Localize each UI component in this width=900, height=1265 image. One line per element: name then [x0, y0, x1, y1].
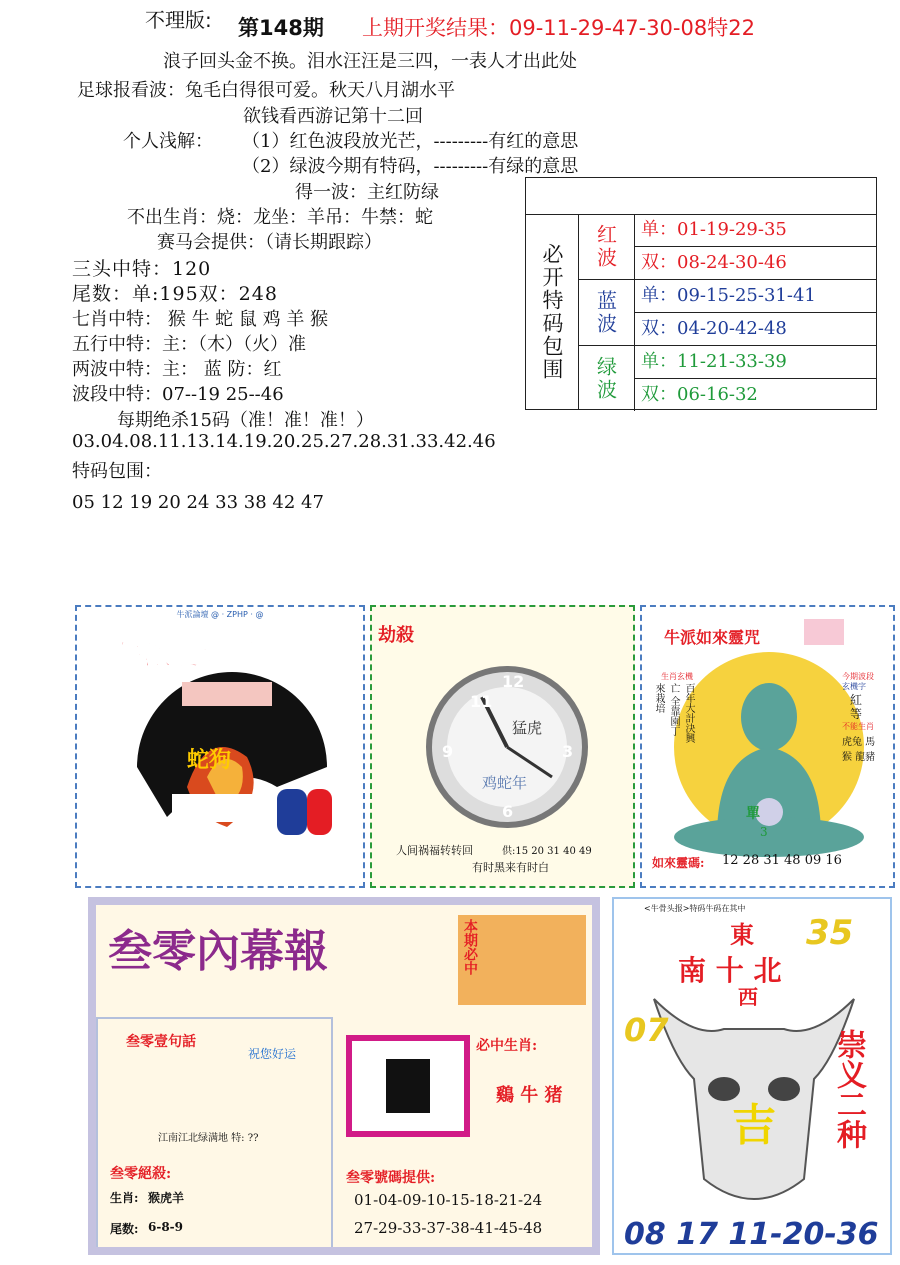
- east-char: 東: [730, 920, 754, 949]
- clock-text: 鸡蛇年: [482, 774, 528, 792]
- panel-header: <牛骨头报>特码牛码在其中: [644, 904, 746, 913]
- wave-single: 单：09-15-25-31-41: [635, 280, 876, 313]
- clock-caption-1: 人间祸福转转回: [396, 844, 473, 857]
- right-box-note: 不能生肖: [842, 722, 874, 731]
- must-label: 必中生肖:: [476, 1038, 538, 1054]
- right-vertical-text: 崇义二种: [831, 1029, 866, 1149]
- picture: [386, 1059, 430, 1113]
- wave-name: 蓝波: [578, 280, 635, 345]
- personal-line-1: （1）红色波段放光芒，---------有红的意思: [242, 131, 579, 152]
- left-box-text: 百年大計決興亡 全靠園丁來栽培: [653, 683, 694, 743]
- yin-yang-graphic: [127, 667, 357, 857]
- number-35: 35: [806, 913, 854, 953]
- kill-numbers: 03.04.08.11.13.14.19.20.25.27.28.31.33.42.46: [72, 431, 496, 452]
- two-wave: 两波中特：主： 蓝 防：红: [72, 359, 282, 380]
- west-char: 西: [738, 985, 758, 1009]
- provider-label: 叁零號碼提供:: [346, 1170, 436, 1186]
- wave-row-red: [578, 214, 876, 280]
- tail-value: 6-8-9: [148, 1220, 184, 1234]
- tail-label: 尾数:: [110, 1222, 139, 1236]
- number-07: 07: [624, 1011, 669, 1049]
- wave-single: 单：01-19-29-35: [635, 214, 876, 247]
- tail-numbers: 尾数：单:195双：248: [72, 283, 278, 305]
- picture-frame: [346, 1035, 470, 1137]
- panel-buddha: [640, 605, 895, 888]
- panel-inside-news: [88, 897, 600, 1255]
- personal-label: 个人浅解：: [123, 131, 213, 152]
- wave-single: 单：11-21-33-39: [635, 346, 876, 379]
- right-box-char: 紅: [850, 693, 863, 707]
- killer-label: 叁零絕殺:: [110, 1166, 172, 1182]
- three-head: 三头中特：120: [72, 258, 212, 280]
- seven-zodiac: 七肖中特： 猴 牛 蛇 鼠 鸡 羊 猴: [72, 309, 329, 330]
- clock-center: 猛虎: [512, 719, 543, 737]
- wave-table-side: 必开特码包围: [526, 214, 579, 409]
- panel-clock: [370, 605, 635, 888]
- panel-double-burn: [75, 605, 365, 888]
- wave-table-header: [526, 178, 876, 215]
- svg-text:11: 11: [470, 692, 493, 711]
- wave-double: 双：04-20-42-48: [641, 318, 787, 339]
- bottom-label: 如來靈碼:: [652, 856, 705, 870]
- side-label: 本期必中: [462, 919, 478, 975]
- version-label: 不理版:: [145, 8, 212, 32]
- right-box-title: 今期波段: [842, 672, 874, 681]
- zodiac-value: 猴虎羊: [148, 1191, 185, 1205]
- personal-line-2: （2）绿波今期有特码，---------有绿的意思: [242, 156, 579, 177]
- wave-row-green: [578, 346, 876, 411]
- panel-chars: 蛇狗: [187, 748, 232, 773]
- five-elements: 五行中特：主：（木）（火）准: [72, 334, 306, 355]
- bottom-numbers: 08 17 11-20-36: [624, 1217, 879, 1252]
- svg-text:12: 12: [502, 672, 525, 691]
- right-box-animals: 虎兔 馬猴 龍豬: [842, 737, 876, 763]
- right-box-char-2: 等: [850, 707, 863, 721]
- panel-title: 牛派雙燒圖: [115, 638, 256, 671]
- wave-name: 绿波: [578, 346, 635, 411]
- left-box-title: 生肖玄機: [658, 671, 696, 682]
- poem-line: 浪子回头金不换。泪水汪汪是三四，一表人才出此处: [163, 51, 577, 72]
- clock-nums: 供:15 20 31 40 49: [502, 846, 592, 857]
- center-char: 吉: [732, 1100, 776, 1151]
- wave-name: 红波: [578, 214, 635, 279]
- svg-text:3: 3: [562, 742, 574, 761]
- svg-text:6: 6: [502, 802, 514, 821]
- wave-row-blue: [578, 280, 876, 346]
- greeting: 祝您好运: [248, 1047, 297, 1061]
- must-zodiac: 鷄 牛 猪: [496, 1085, 563, 1106]
- issue-number: 第148期: [238, 16, 324, 40]
- provider-nums-1: 01-04-09-10-15-18-21-24: [354, 1191, 543, 1209]
- panel-bull-skull: [612, 897, 892, 1255]
- zodiac-label: 生肖:: [110, 1191, 139, 1205]
- cross-chars: 南 十 北: [678, 954, 782, 987]
- clock-caption-2: 有时黑来有时白: [472, 861, 549, 874]
- panel-title: 劫殺: [378, 625, 414, 646]
- get-wave: 得一波：主红防绿: [295, 182, 439, 203]
- bottom-numbers: 12 28 31 48 09 16: [722, 853, 842, 868]
- saying-label: 叁零壹句話: [126, 1034, 196, 1050]
- football-line-2: 欲钱看西游记第十二回: [243, 106, 423, 127]
- riddle: 江南江北绿满地 特: ??: [158, 1133, 259, 1144]
- center-char: 單: [746, 806, 760, 822]
- football-line: 足球报看波：兔毛白得很可爱。秋天八月湖水平: [77, 80, 455, 101]
- zodiac-clock: [402, 647, 612, 847]
- wave-table: [525, 177, 877, 410]
- svg-text:9: 9: [442, 742, 454, 761]
- segment: 波段中特：07--19 25--46: [72, 384, 284, 405]
- last-result: 上期开奖结果：09-11-29-47-30-08特22: [362, 16, 755, 40]
- special-numbers: 05 12 19 20 24 33 38 42 47: [72, 492, 324, 513]
- center-char-2: 3: [760, 825, 768, 839]
- zodiac-no: 不出生肖：烧：龙坐：羊吊：牛禁：蛇: [127, 207, 433, 228]
- right-box-sub: 玄機字: [842, 682, 866, 691]
- panel-border-text: 牛派論壇 @ · ZPHP · @: [176, 610, 264, 619]
- panel-title: 叁零內幕報: [108, 926, 328, 977]
- kill-15-label: 每期绝杀15码（准！准！准！）: [117, 410, 374, 431]
- special-label: 特码包围：: [72, 461, 162, 482]
- panel-title: 牛派如來靈咒: [664, 628, 761, 647]
- provider-nums-2: 27-29-33-37-38-41-45-48: [354, 1219, 543, 1237]
- wave-double: 双：08-24-30-46: [641, 252, 787, 273]
- blur-box: [804, 619, 844, 645]
- provider-line: 赛马会提供：（请长期跟踪）: [157, 232, 382, 253]
- wave-double: 双：06-16-32: [641, 384, 758, 405]
